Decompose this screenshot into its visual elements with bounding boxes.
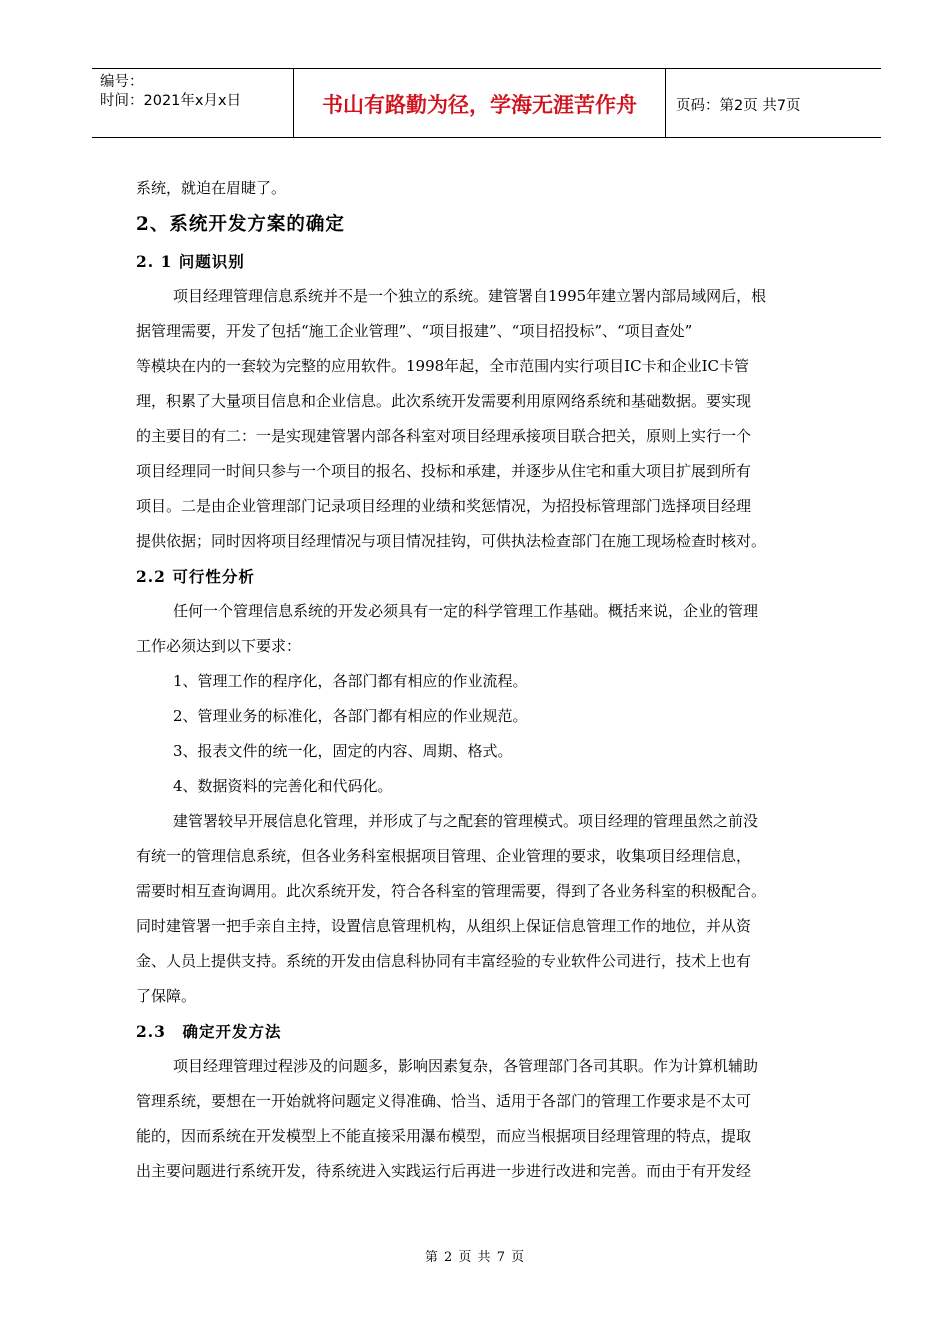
header-page-info: 页码：第2页 共7页 bbox=[676, 97, 801, 114]
text-line: 出主要问题进行系统开发，待系统进入实践运行后再进一步进行改进和完善。而由于有开发经 bbox=[136, 1162, 752, 1180]
paragraph-feasibility-intro bbox=[136, 594, 836, 664]
header-motto: 书山有路勤为径，学海无涯苦作舟 bbox=[294, 69, 666, 137]
list-item: 4、数据资料的完善化和代码化。 bbox=[173, 777, 393, 795]
text-line: 项目。二是由企业管理部门记录项目经理的业绩和奖惩情况，为招投标管理部门选择项目经理 bbox=[136, 497, 752, 515]
page-footer: 第 2 页 共 7 页 bbox=[424, 1250, 526, 1265]
text-line: 据管理需要，开发了包括“施工企业管理”、“项目报建”、“项目招投标”、“项目查处” bbox=[136, 322, 693, 340]
section-heading-2: 2、系统开发方案的确定 bbox=[136, 214, 345, 235]
requirements-list bbox=[136, 664, 836, 804]
subsection-heading-2-3: 2.3 确定开发方法 bbox=[136, 1022, 282, 1041]
header-meta bbox=[92, 69, 294, 137]
text-line: 等模块在内的一套较为完整的应用软件。1998年起，全市范围内实行项目IC卡和企业IC卡管 bbox=[136, 357, 749, 375]
text-line: 理，积累了大量项目信息和企业信息。此次系统开发需要利用原网络系统和基础数据。要实现 bbox=[136, 392, 752, 410]
text-line: 任何一个管理信息系统的开发必须具有一定的科学管理工作基础。概括来说，企业的管理 bbox=[173, 602, 759, 620]
text-line: 的主要目的有二：一是实现建管署内部各科室对项目经理承接项目联合把关，原则上实行一个 bbox=[136, 427, 752, 445]
text-line: 有统一的管理信息系统，但各业务科室根据项目管理、企业管理的要求，收集项目经理信息， bbox=[136, 847, 752, 865]
text-line: 建管署较早开展信息化管理，并形成了与之配套的管理模式。项目经理的管理虽然之前没 bbox=[173, 812, 759, 830]
continuation-text: 系统，就迫在眉睫了。 bbox=[136, 179, 287, 197]
text-line: 工作必须达到以下要求： bbox=[136, 637, 302, 655]
list-item: 3、报表文件的统一化，固定的内容、周期、格式。 bbox=[173, 742, 513, 760]
text-line: 金、人员上提供支持。系统的开发由信息科协同有丰富经验的专业软件公司进行，技术上也有 bbox=[136, 952, 752, 970]
list-item: 1、管理工作的程序化，各部门都有相应的作业流程。 bbox=[173, 672, 528, 690]
subsection-heading-2-2: 2.2 可行性分析 bbox=[136, 567, 255, 586]
text-line: 需要时相互查询调用。此次系统开发，符合各科室的管理需要，得到了各业务科室的积极配合。 bbox=[136, 882, 767, 900]
text-line: 项目经理管理信息系统并不是一个独立的系统。建管署自1995年建立署内部局域网后，根 bbox=[173, 287, 767, 305]
text-line: 项目经理同一时间只参与一个项目的报名、投标和承建，并逐步从住宅和重大项目扩展到所有 bbox=[136, 462, 752, 480]
serial-number-label: 编号： bbox=[100, 74, 144, 90]
list-item: 2、管理业务的标准化，各部门都有相应的作业规范。 bbox=[173, 707, 528, 725]
text-line: 项目经理管理过程涉及的问题多，影响因素复杂，各管理部门各司其职。作为计算机辅助 bbox=[173, 1057, 759, 1075]
text-line: 同时建管署一把手亲自主持，设置信息管理机构，从组织上保证信息管理工作的地位，并从资 bbox=[136, 917, 752, 935]
subsection-heading-2-1: 2. 1 问题识别 bbox=[136, 252, 245, 271]
paragraph-problem-identification bbox=[136, 279, 836, 559]
date-label: 时间：2021年x月x日 bbox=[100, 93, 242, 109]
page-header bbox=[92, 68, 881, 138]
text-line: 了保障。 bbox=[136, 987, 197, 1005]
text-line: 提供依据；同时因将项目经理情况与项目情况挂钩，可供执法检查部门在施工现场检查时核对。 bbox=[136, 532, 767, 550]
paragraph-feasibility-body bbox=[136, 804, 836, 1014]
text-line: 管理系统，要想在一开始就将问题定义得准确、恰当、适用于各部门的管理工作要求是不太可 bbox=[136, 1092, 752, 1110]
document-body bbox=[136, 171, 836, 1189]
text-line: 能的，因而系统在开发模型上不能直接采用瀑布模型，而应当根据项目经理管理的特点，提取 bbox=[136, 1127, 752, 1145]
paragraph-development-method bbox=[136, 1049, 836, 1189]
